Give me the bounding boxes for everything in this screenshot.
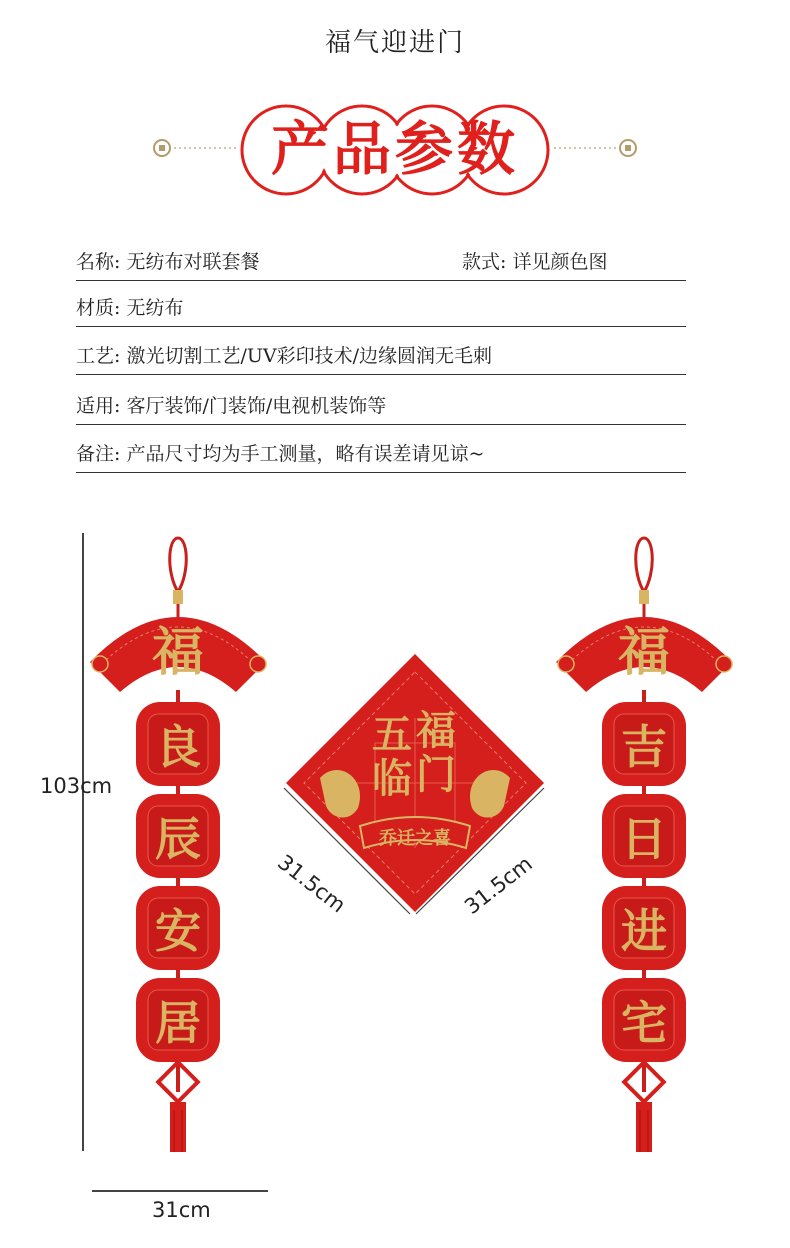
center-char-1: 五: [372, 711, 412, 758]
param-row-craft: [76, 338, 686, 375]
header-badge-text: 产品参数: [270, 115, 519, 183]
center-char-4: 门: [416, 751, 456, 798]
center-char-3: 临: [372, 755, 412, 802]
param-row-usage: [76, 388, 686, 425]
param-value: 无纺布对联套餐: [126, 251, 260, 273]
diamond-right-label: 31.5cm: [460, 851, 537, 919]
left-char-4: 居: [155, 996, 201, 1050]
param-label: 适用:: [76, 395, 121, 417]
param-value: 产品尺寸均为手工测量，略有误差请见谅~: [126, 443, 485, 465]
center-banner-text: 乔迁之喜: [379, 828, 451, 849]
param-value: 无纺布: [126, 297, 184, 319]
left-char-1: 良: [155, 720, 201, 774]
left-char-2: 辰: [155, 812, 201, 866]
coin-ornament-left: [150, 136, 240, 160]
right-char-2: 日: [621, 812, 667, 866]
left-char-3: 安: [155, 904, 201, 958]
left-fan-char: 福: [151, 622, 205, 683]
height-dimension-line: [82, 533, 84, 1151]
left-couplet-scroll: [86, 532, 276, 1157]
coin-ornament-right: [550, 136, 640, 160]
diamond-left-label: 31.5cm: [273, 850, 351, 918]
param-label-style: 款式:: [462, 251, 507, 273]
param-value: 激光切割工艺/UV彩印技术/边缘圆润无毛刺: [126, 345, 492, 367]
param-label: 名称:: [76, 251, 121, 273]
param-label: 材质:: [76, 297, 121, 319]
param-value: 客厅装饰/门装饰/电视机装饰等: [126, 395, 387, 417]
page-title: 福气迎进门: [324, 28, 465, 58]
right-char-4: 宅: [621, 996, 667, 1050]
param-label: 工艺:: [76, 345, 121, 367]
height-label: 103cm: [40, 774, 113, 798]
right-char-3: 进: [621, 904, 667, 958]
right-couplet-scroll: [552, 532, 742, 1157]
param-row-material: [76, 290, 686, 327]
param-row-name: [76, 244, 686, 281]
param-row-note: [76, 436, 686, 473]
width-label: 31cm: [152, 1198, 211, 1222]
right-char-1: 吉: [621, 720, 667, 774]
param-label: 备注:: [76, 443, 121, 465]
param-value-style: 详见颜色图: [512, 251, 608, 273]
width-dimension-line: [92, 1190, 268, 1192]
right-fan-char: 福: [617, 622, 671, 683]
center-char-2: 福: [416, 707, 456, 754]
